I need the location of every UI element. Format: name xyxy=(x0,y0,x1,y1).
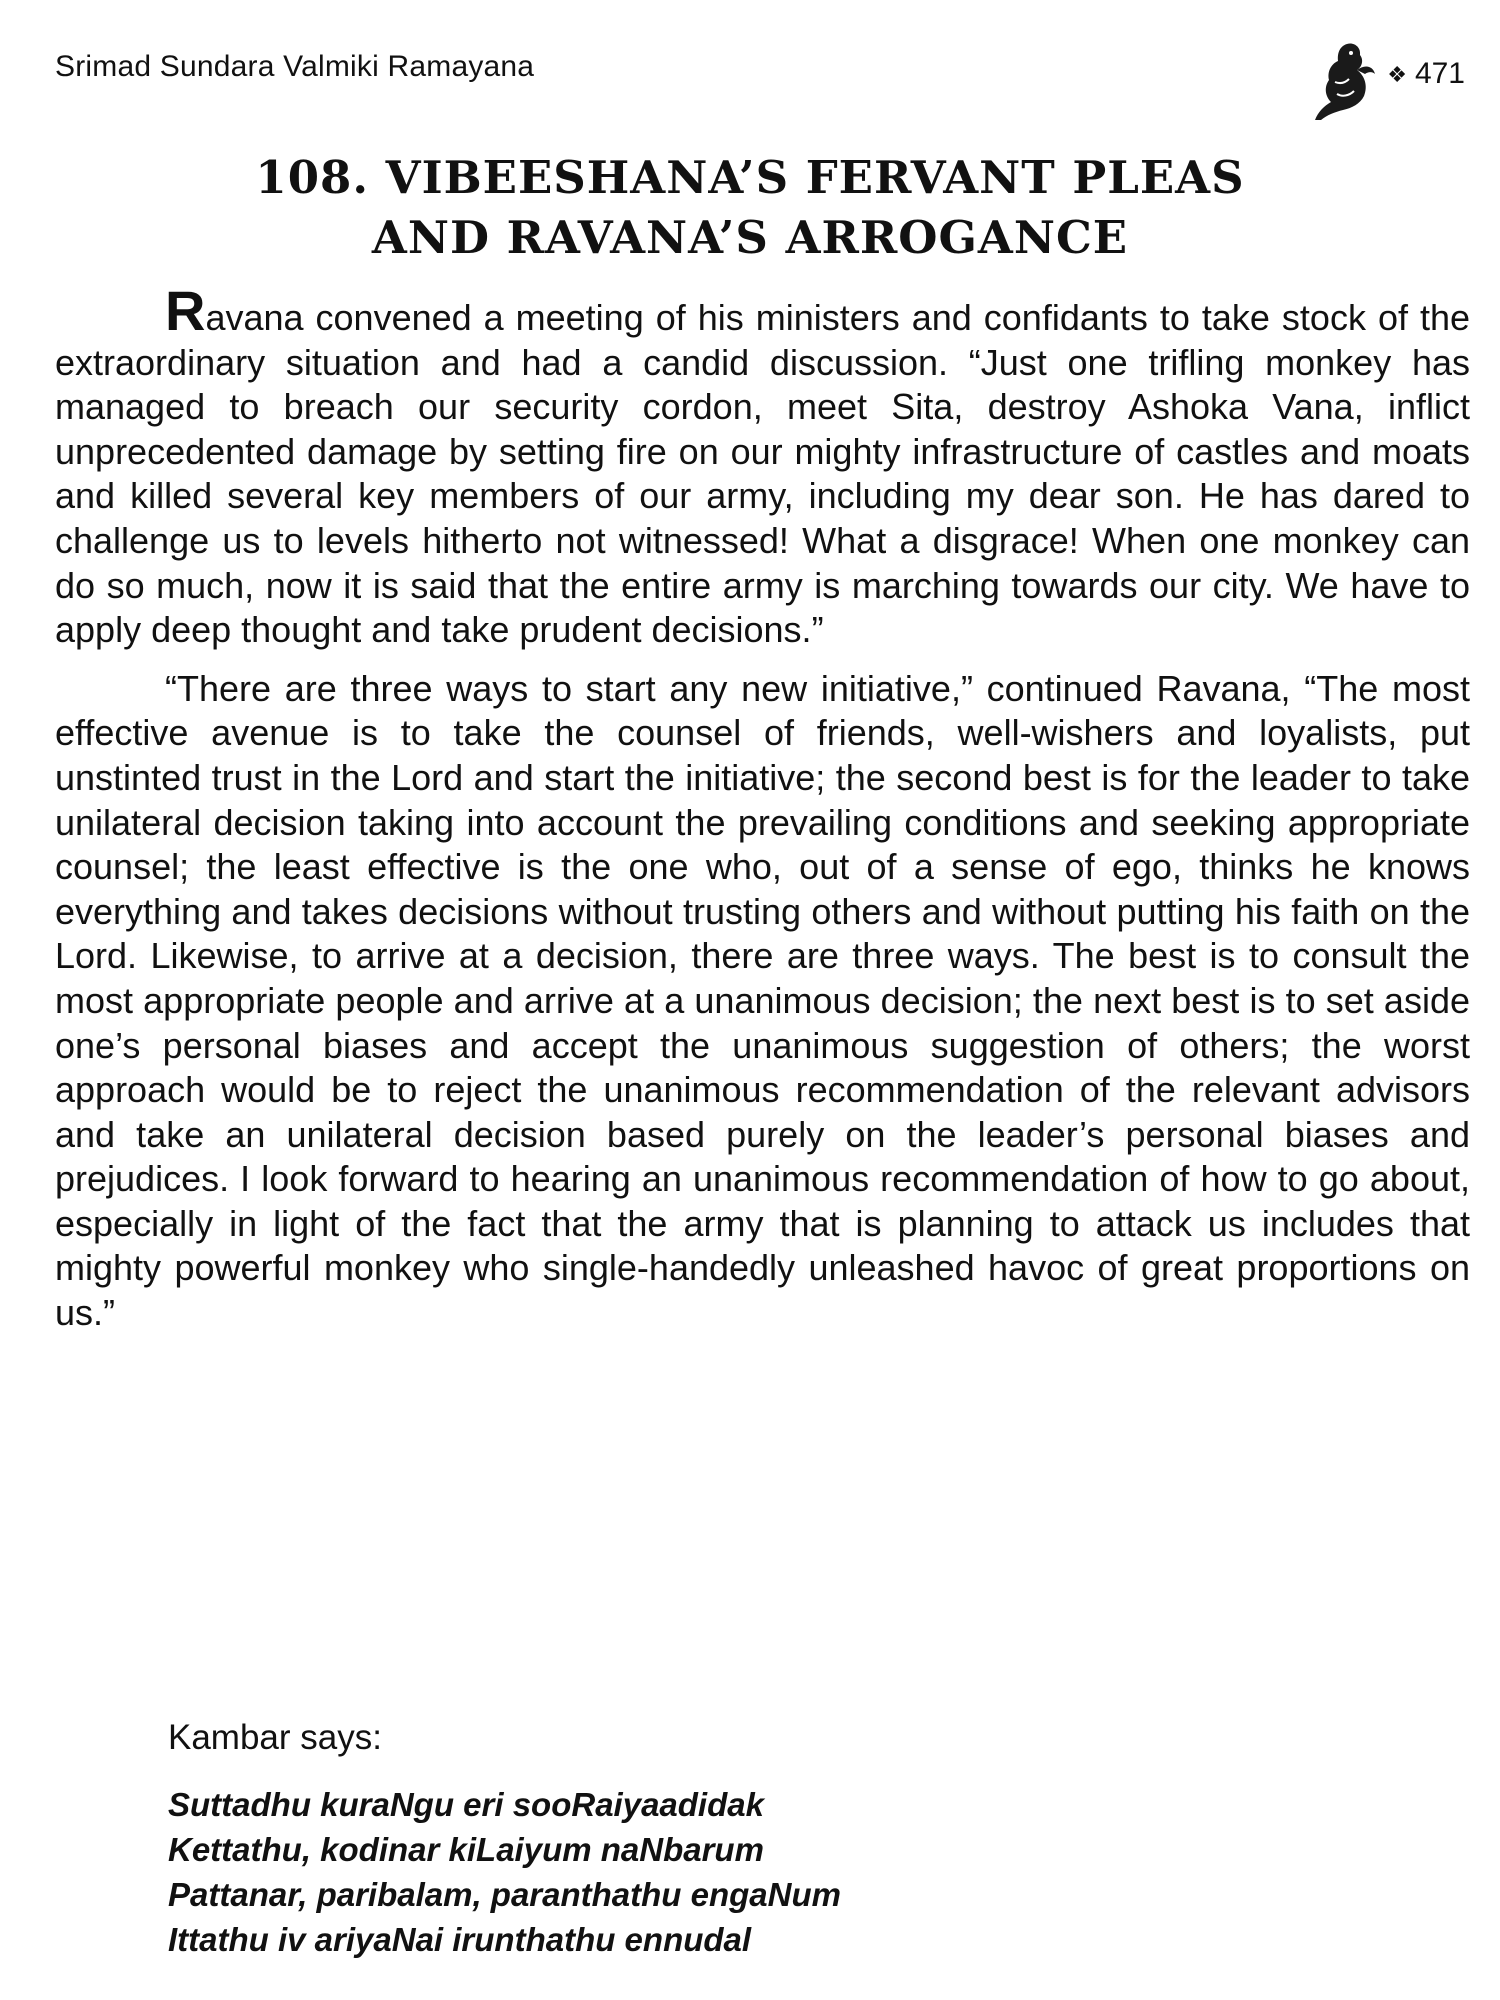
kambar-intro: Kambar says: xyxy=(168,1718,382,1757)
chapter-title-line-1: 108. VIBEESHANA’S FERVANT PLEAS xyxy=(255,151,1245,204)
chapter-title xyxy=(0,148,1500,268)
paragraph-1 xyxy=(55,279,1470,653)
verse-line-2: Kettathu, kodinar kiLaiyum naNbarum xyxy=(168,1831,764,1868)
body-text xyxy=(55,279,1470,1336)
ornament-icon: ❖ xyxy=(1387,62,1407,87)
hanuman-emblem-icon xyxy=(1307,38,1379,122)
page-number: 471 xyxy=(1414,57,1465,90)
verse-line-4: Ittathu iv ariyaNai irunthathu ennudal xyxy=(168,1921,752,1958)
page-number-block xyxy=(1307,38,1465,122)
paragraph-1-text: avana convened a meeting of his ministers and confidants to take stock of the extraordinary situation and had a candid discussion. “Just one trifling monkey has managed to breach our security cordon, meet Sita, destroy Ashoka Vana, inflict unprecedented damage by setting fire on our mighty infrastructure of castles and moats and killed several key members of our army, including my dear son. He has dared to challenge us to levels hitherto not witnessed! What a disgrace! When one monkey can do so much, now it is said that the entire army is marching towards our city. We have to apply deep thought and take prudent decisions.” xyxy=(55,297,1470,651)
verse-line-1: Suttadhu kuraNgu eri sooRaiyaadidak xyxy=(168,1786,764,1823)
paragraph-2: “There are three ways to start any new initiative,” continued Ravana, “The most effective avenue is to take the counsel of friends, well-wishers and loyalists, put unstinted trust in the Lord and start the initiative; the second best is for the leader to take unilateral decision taking into account the prevailing conditions and seeking appropriate counsel; the least effective is the one who, out of a sense of ego, thinks he knows everything and takes decisions without trusting others and without putting his faith on the Lord. Likewise, to arrive at a decision, there are three ways. The best is to consult the most appropriate people and arrive at a unanimous decision; the next best is to set aside one’s personal biases and accept the unanimous suggestion of others; the worst approach would be to reject the unanimous recommendation of the relevant advisors and take an unilateral decision based purely on the leader’s personal biases and prejudices. I look forward to hearing an unanimous recommendation of how to go about, especially in light of the fact that the army that is planning to attack us includes that mighty powerful monkey who single-handedly unleashed havoc of great proportions on us.” xyxy=(55,667,1470,1334)
verse-line-3: Pattanar, paribalam, paranthathu engaNum xyxy=(168,1876,841,1913)
running-header: Srimad Sundara Valmiki Ramayana xyxy=(55,50,535,83)
drop-initial: R xyxy=(165,279,206,342)
verse xyxy=(168,1782,841,1962)
chapter-title-line-2: AND RAVANA’S ARROGANCE xyxy=(371,211,1129,264)
